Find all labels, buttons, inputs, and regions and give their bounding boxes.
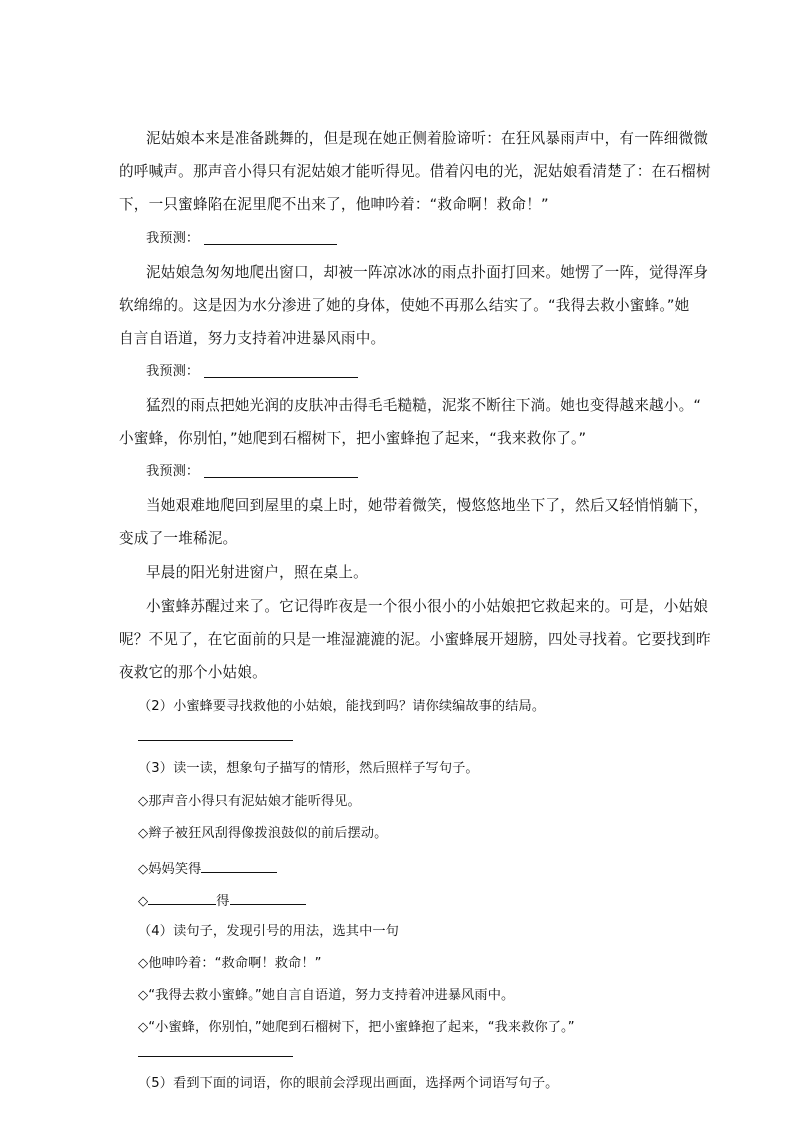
prediction-label: 我预测： bbox=[146, 464, 200, 479]
prediction-answer-line[interactable] bbox=[204, 377, 358, 378]
story-line: 呢？不见了，在它面前的只是一堆湿漉漉的泥。小蜜蜂展开翅膀，四处寻找着。它要找到昨 bbox=[119, 631, 711, 648]
q3-fill-2-prefix: ◇ bbox=[138, 894, 149, 909]
story-line: 泥姑娘本来是准备跳舞的，但是现在她正侧着脸谛听：在狂风暴雨声中，有一阵细微微 bbox=[146, 130, 709, 147]
prediction-label: 我预测： bbox=[146, 364, 200, 379]
prediction-answer-line[interactable] bbox=[204, 477, 358, 478]
q3-example: ◇辫子被狂风刮得像拨浪鼓似的前后摆动。 bbox=[138, 826, 388, 841]
q3-fill-1-blank[interactable] bbox=[201, 857, 277, 873]
q3-example: ◇那声音小得只有泥姑娘才能听得见。 bbox=[138, 794, 361, 809]
story-line: 当她艰难地爬回到屋里的桌上时，她带着微笑，慢悠悠地坐下了，然后又轻悄悄躺下， bbox=[146, 497, 709, 514]
story-line: 变成了一堆稀泥。 bbox=[119, 530, 238, 547]
story-line: 软绵绵的。这是因为水分渗进了她的身体，使她不再那么结实了。“我得去救小蜜蜂。”她 bbox=[119, 297, 690, 314]
q3-fill-2-mid: 得 bbox=[216, 894, 230, 909]
prediction-label: 我预测： bbox=[146, 231, 200, 246]
story-line: 猛烈的雨点把她光润的皮肤冲击得毛毛糙糙，泥浆不断往下淌。她也变得越来越小。“ bbox=[146, 397, 702, 414]
story-line: 小蜜蜂，你别怕，”她爬到石榴树下，把小蜜蜂抱了起来，“我来救你了。” bbox=[119, 430, 587, 447]
q3-fill-1-prefix: ◇妈妈笑得 bbox=[138, 862, 202, 877]
q3-fill-1 bbox=[138, 857, 277, 880]
story-line: 小蜜蜂苏醒过来了。它记得昨夜是一个很小很小的小姑娘把它救起来的。可是，小姑娘 bbox=[146, 598, 709, 615]
story-line: 早晨的阳光射进窗户，照在桌上。 bbox=[146, 564, 368, 581]
story-line: 下，一只蜜蜂陷在泥里爬不出来了，他呻吟着：“救命啊！救命！” bbox=[119, 196, 549, 213]
prediction-answer-line[interactable] bbox=[204, 244, 337, 245]
q3-fill-2 bbox=[138, 889, 306, 912]
q4-example: ◇“我得去救小蜜蜂。”她自言自语道，努力支持着冲进暴风雨中。 bbox=[138, 988, 515, 1003]
story-line: 泥姑娘急匆匆地爬出窗口，却被一阵凉冰冰的雨点扑面打回来。她愣了一阵，觉得浑身 bbox=[146, 264, 709, 281]
question-5: （5）看到下面的词语，你的眼前会浮现出画面，选择两个词语写句子。 bbox=[138, 1076, 559, 1091]
q3-fill-2-blank-b[interactable] bbox=[230, 889, 306, 905]
question-2: （2）小蜜蜂要寻找救他的小姑娘，能找到吗？请你续编故事的结局。 bbox=[138, 699, 546, 714]
q4-answer-line[interactable] bbox=[138, 1056, 293, 1057]
story-line: 自言自语道，努力支持着冲进暴风雨中。 bbox=[119, 330, 386, 347]
question-4: （4）读句子，发现引号的用法，选其中一句 bbox=[138, 924, 399, 939]
q4-example: ◇他呻吟着：“救命啊！救命！” bbox=[138, 956, 322, 971]
q4-example: ◇“小蜜蜂，你别怕，”她爬到石榴树下，把小蜜蜂抱了起来，“我来救你了。” bbox=[138, 1020, 575, 1035]
question-3: （3）读一读，想象句子描写的情形，然后照样子写句子。 bbox=[138, 761, 479, 776]
q2-answer-line[interactable] bbox=[138, 740, 293, 741]
story-line: 夜救它的那个小姑娘。 bbox=[119, 664, 267, 681]
story-line: 的呼喊声。那声音小得只有泥姑娘才能听得见。借着闪电的光，泥姑娘看清楚了：在石榴树 bbox=[119, 163, 711, 180]
q3-fill-2-blank-a[interactable] bbox=[148, 889, 216, 905]
